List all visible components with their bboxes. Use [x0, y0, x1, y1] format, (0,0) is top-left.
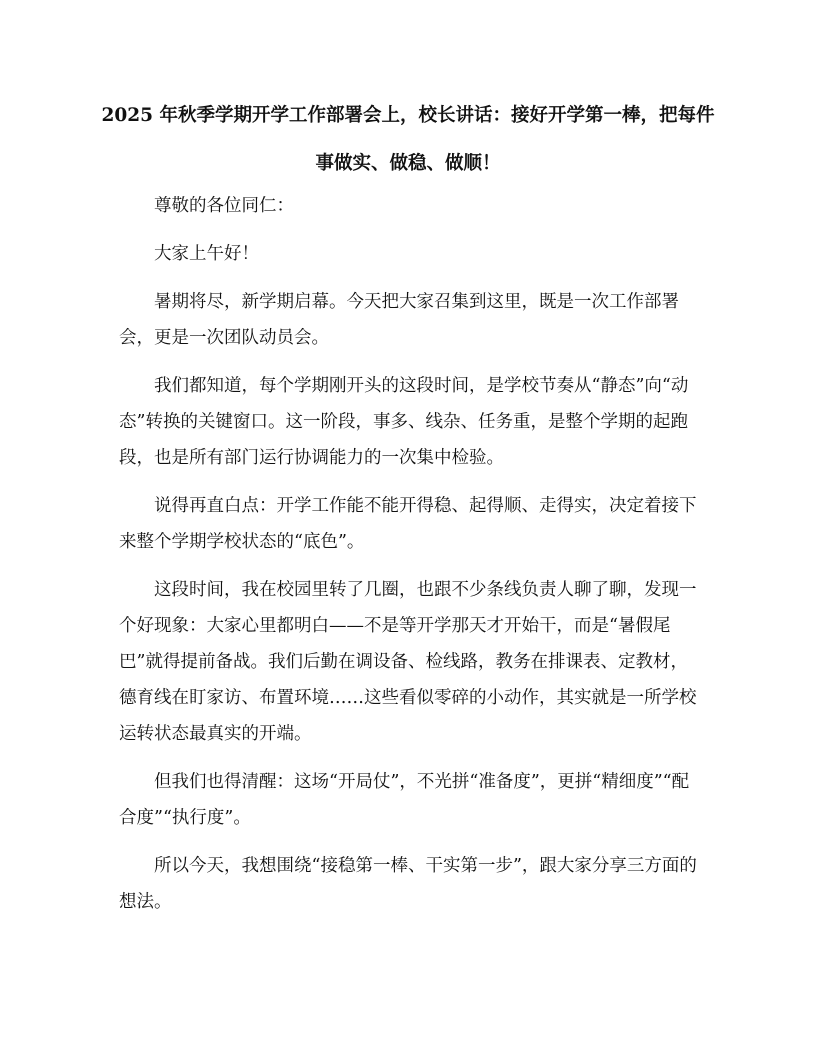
paragraph: 暑期将尽，新学期启幕。今天把大家召集到这里，既是一次工作部署会，更是一次团队动员会。: [119, 292, 679, 348]
salutation: 尊敬的各位同仁：: [154, 196, 294, 216]
paragraph: 这段时间，我在校园里转了几圈，也跟不少条线负责人聊了聊，发现一个好现象：大家心里都明白——不是等开学那天才开始干，而是“暑假尾巴”就得提前备战。我们后勤在调设备、检线路，教务在排课表、定教材，德育线在盯家访、布置环境……这些看似零碎的小动作，其实就是一所学校运转状态最真实的开端。: [119, 580, 697, 744]
paragraph: 所以今天，我想围绕“接稳第一棒、干实第一步”，跟大家分享三方面的想法。: [119, 856, 697, 912]
document-body: [119, 188, 697, 932]
paragraph: 但我们也得清醒：这场“开局仗”，不光拼“准备度”，更拼“精细度”“配合度”“执行度”。: [119, 772, 690, 828]
paragraph: 说得再直白点：开学工作能不能开得稳、起得顺、走得实，决定着接下来整个学期学校状态的“底色”。: [119, 496, 697, 552]
paragraph: 我们都知道，每个学期刚开头的这段时间，是学校节奏从“静态”向“动态”转换的关键窗口。这一阶段，事多、线杂、任务重，是整个学期的起跑段，也是所有部门运行协调能力的一次集中检验。: [119, 376, 689, 468]
document-title: 2025 年秋季学期开学工作部署会上，校长讲话：接好开学第一棒，把每件事做实、做稳、做顺！: [101, 105, 715, 174]
greeting: 大家上午好！: [154, 244, 259, 264]
